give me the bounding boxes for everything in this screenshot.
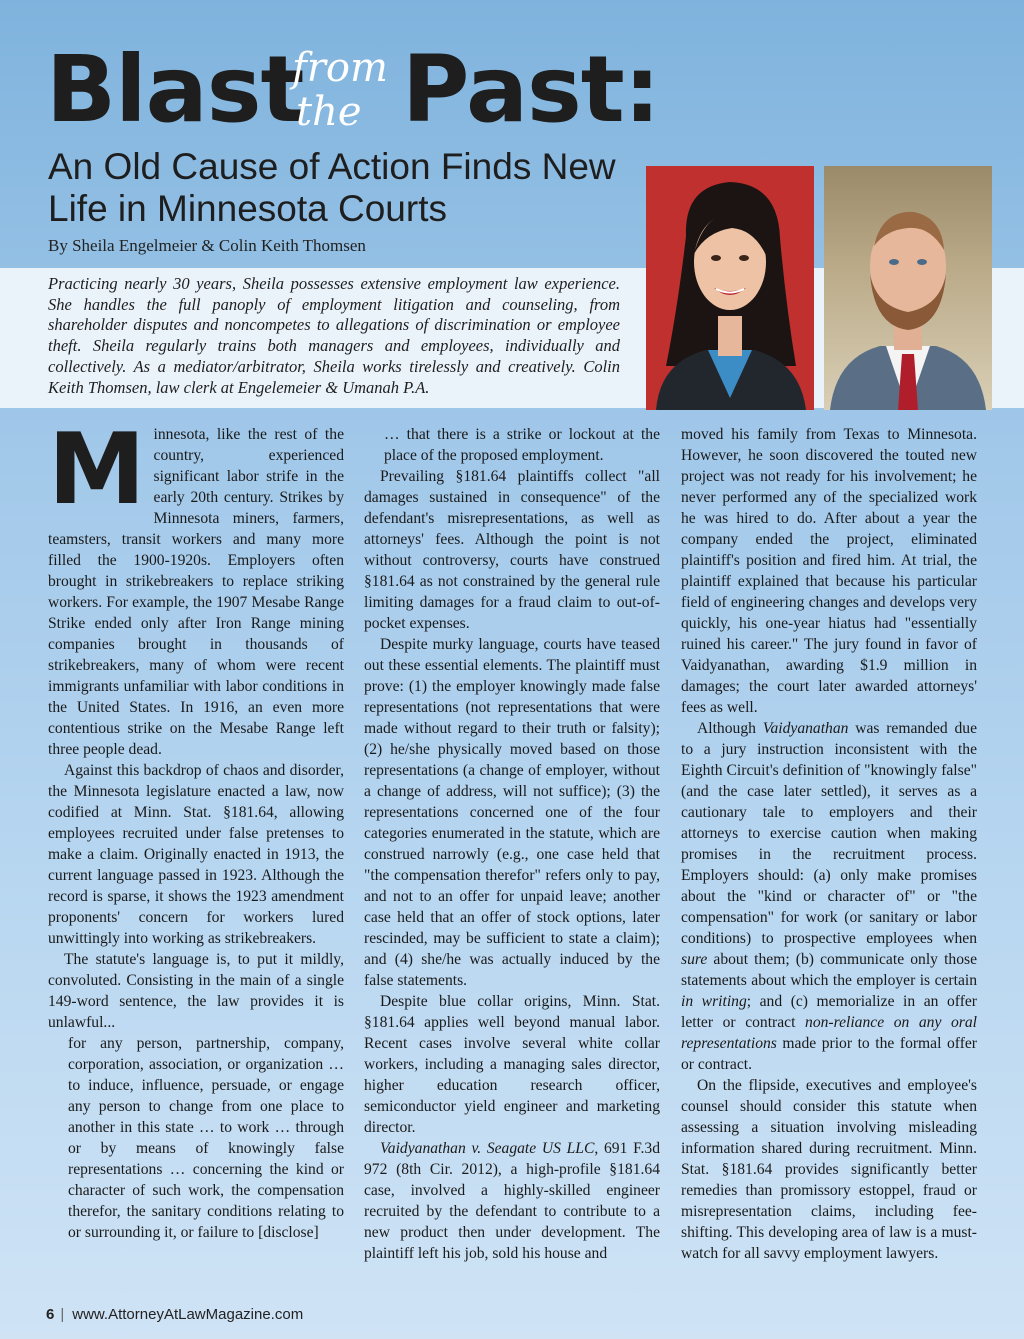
col3-p2-a: Although (697, 720, 763, 737)
col3-p2-b: was remanded due to a jury instruction inconsistent with the Eighth Circuit's definition of "knowingly false" (and the case later settled), it serves as a cautionary tale to employers and their attorneys to exercise caution when making promises in the recruitment process. Employers should: (a) only make promises about the "kind or character of" or "the compensation" for work (or sanitary or labor conditions) to prospective employees when (681, 720, 977, 947)
col2-paragraph-2: Despite murky language, courts have teased out these essential elements. The plaintiff must prove: (1) the employer knowingly made false representations (not representations that were made without regard to their truth or falsity); (2) he/she physically moved based on those representations (a change of employer, without a change of address, will not suffice); (3) the representations concerned one of the four categories enumerated in the statute, which are construed narrowly (e.g., one case held that "the compensation therefor" refers only to pay, and not to an offer for unpaid leave; another case held that an offer of stock options, later rescinded, may be sufficient to state a claim); and (4) she/he was actually induced by the false statements. (364, 636, 660, 989)
drop-cap: M (48, 413, 146, 527)
page-number: 6 (46, 1306, 55, 1323)
author-photo-sheila (646, 166, 814, 410)
col2-paragraph-1: Prevailing §181.64 plaintiffs collect "all damages sustained in consequence" of the defendant's misrepresentations, as well as attorneys' fees. Although the point is not without controversy, courts have construed §181.64 as not constrained by the general rule limiting damages for a fraud claim to out-of-pocket expenses. (364, 468, 660, 632)
case-name-short: Vaidyanathan (762, 720, 849, 737)
col2-paragraph-4-text: , 691 F.3d 972 (8th Cir. 2012), a high-profile §181.64 case, involved a highly-skilled engineer recruited by the defendant to contribute to a new product then under development. The plaintiff left his job, sold his house and (364, 1140, 660, 1262)
column-2 (364, 424, 660, 1264)
emphasis-non-reliance: non-reliance on any oral representations (681, 1014, 977, 1052)
col1-paragraph-1: innesota, like the rest of the country, experienced significant labor strife in the early 20th century. Strikes by Minnesota miners, farmers, teamsters, transit workers and many more filled the 1900-1920s. Employers often brought in strikebreakers to replace striking workers. For example, the 1907 Mesabe Range Strike ended only after Iron Range mining companies brought in thousands of strikebreakers, many of whom were recent immigrants unfamiliar with labor conditions in the United States. In 1916, an even more contentious strike on the Mesabe Range left three people dead. (48, 426, 344, 758)
column-3 (681, 424, 977, 1264)
col3-paragraph-2 (681, 718, 977, 1075)
footer-separator: | (60, 1306, 65, 1323)
footer (46, 1306, 303, 1323)
col3-p2-e: made prior to the formal offer or contract. (681, 1035, 977, 1073)
emphasis-in-writing: in writing (681, 993, 747, 1010)
case-name: Vaidyanathan v. Seagate US LLC (380, 1140, 595, 1157)
title-from: from (292, 45, 388, 91)
col2-paragraph-4 (364, 1138, 660, 1264)
col3-p2-d: ; and (c) memorialize in an offer letter or contract (681, 993, 977, 1031)
column-1 (48, 413, 344, 1243)
subtitle: An Old Cause of Action Finds New Life in Minnesota Courts (48, 146, 616, 229)
statute-quote-continued: … that there is a strike or lockout at the place of the proposed employment. (384, 426, 660, 464)
author-bio: Practicing nearly 30 years, Sheila possesses extensive employment law experience. She handles the full panoply of employment litigation and counseling, from shareholder disputes and noncompetes to allegations of discrimination or employee theft. Sheila regularly trains both managers and employees, individually and collectively. As a mediator/arbitrator, Sheila works tirelessly and creatively. Colin Keith Thomsen, law clerk at Engelemeier & Umanah P.A. (48, 274, 620, 397)
magazine-url[interactable]: www.AttorneyAtLawMagazine.com (72, 1306, 304, 1323)
byline: By Sheila Engelmeier & Colin Keith Thomsen (48, 236, 366, 255)
title-the: the (296, 89, 362, 135)
col3-paragraph-3: On the flipside, executives and employee's counsel should consider this statute when assessing a situation involving misleading information shared during recruitment. Minn. Stat. §181.64 provides significantly better remedies than promissory estoppel, fraud or misrepresentation claims, including fee-shifting. This developing area of law is a must-watch for all savvy employment lawyers. (681, 1077, 977, 1262)
col3-p2-c: about them; (b) communicate only those statements about which the employer is certain (681, 951, 977, 989)
col3-paragraph-1: moved his family from Texas to Minnesota. However, he soon discovered the touted new project was not ready for his involvement; he never performed any of the specialized work he was hired to do. After about a year the company ended the project, eliminated plaintiff's position and fired him. At trial, the plaintiff explained that because his particular field of engineering changes and develops very quickly, his one-year hiatus had "essentially ruined his career." The jury found in favor of Vaidyanathan, awarding $1.9 million in damages; the court later awarded attorneys' fees as well. (681, 426, 977, 716)
col2-paragraph-3: Despite blue collar origins, Minn. Stat. §181.64 applies well beyond manual labor. Recent cases involve several white collar workers, including a managing sales director, higher education research officer, semiconductor yield engineer and marketing director. (364, 993, 660, 1136)
title-past: Past: (402, 36, 660, 143)
author-photo-colin (824, 166, 992, 410)
emphasis-sure: sure (681, 951, 708, 968)
statute-quote: for any person, partnership, company, corporation, association, or organization … to induce, influence, persuade, or engage any person to change from one place to another in this state … to work … through or by means of knowingly false representations … concerning the kind or character of such work, the compensation therefor, the sanitary conditions relating to or surrounding it, or failure to [disclose] (68, 1035, 344, 1241)
title-blast: Blast (46, 36, 304, 143)
col1-paragraph-3: The statute's language is, to put it mildly, convoluted. Consisting in the main of a single 149-word sentence, the law provides it is unlawful... (48, 951, 344, 1031)
col1-paragraph-2: Against this backdrop of chaos and disorder, the Minnesota legislature enacted a law, now codified at Minn. Stat. §181.64, allowing employees recruited under false pretenses to make a claim. Originally enacted in 1913, the current language passed in 1923. Although the record is sparse, it shows the 1923 amendment proponents' concern for workers lured unwittingly into working as strikebreakers. (48, 762, 344, 947)
